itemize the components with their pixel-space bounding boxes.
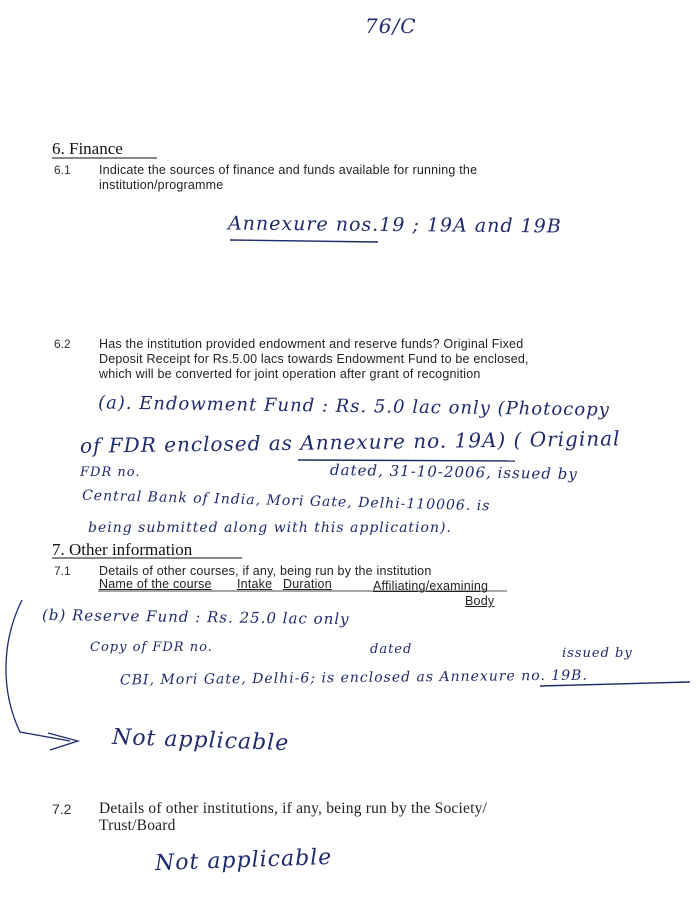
question-line: Indicate the sources of finance and funds available for running the: [99, 163, 478, 177]
column-header-body: Body: [465, 594, 495, 608]
handwritten-answer-b-line: CBI, Mori Gate, Delhi-6; is enclosed as Annexure no. 19B.: [119, 667, 588, 689]
handwritten-not-applicable: Not applicable: [154, 844, 333, 877]
column-header-duration: Duration: [283, 577, 332, 591]
handwritten-answer: Annexure nos.19 ; 19A and 19B: [227, 212, 562, 238]
question-number: 6.1: [54, 163, 71, 177]
section-heading-other-information: 7. Other information: [52, 540, 193, 559]
handwritten-answer-b-line: (b) Reserve Fund : Rs. 25.0 lac only: [41, 605, 350, 629]
column-header-intake: Intake: [237, 577, 273, 591]
handwritten-answer-b-line: issued by: [562, 646, 633, 661]
question-number: 7.1: [54, 564, 71, 578]
question-line: Has the institution provided endowment and reserve funds? Original Fixed: [99, 337, 524, 351]
handwritten-answer-a-line: dated, 31-10-2006, issued by: [329, 460, 578, 484]
question-line: Details of other courses, if any, being run by the institution: [99, 564, 432, 578]
question-number: 6.2: [54, 337, 71, 351]
handwritten-answer-b-line: dated: [370, 642, 413, 657]
arrow-head-icon: [48, 733, 78, 750]
question-number: 7.2: [52, 801, 72, 817]
handwritten-answer-b-line: Copy of FDR no.: [90, 640, 213, 655]
handwritten-answer-a-line: Central Bank of India, Mori Gate, Delhi-110006. is: [81, 487, 491, 515]
question-text: [99, 337, 614, 382]
handwritten-answer-a-line: FDR no.: [80, 465, 141, 480]
handwritten-answer-a-line: of FDR enclosed as Annexure no. 19A) ( Original: [79, 426, 621, 458]
column-header-affiliating: Affiliating/examining: [373, 579, 489, 593]
question-line: institution/programme: [99, 178, 224, 192]
question-line: Trust/Board: [99, 817, 176, 834]
handwritten-not-applicable: Not applicable: [111, 724, 290, 757]
handwritten-answer-a-line: being submitted along with this application).: [88, 520, 452, 536]
question-text: [99, 163, 609, 193]
question-line: Details of other institutions, if any, being run by the Society/: [99, 800, 488, 817]
question-line: Deposit Receipt for Rs.5.00 lacs towards Endowment Fund to be enclosed,: [99, 352, 529, 366]
question-text: [99, 800, 619, 834]
question-line: which will be converted for joint operation after grant of recognition: [99, 367, 481, 381]
handwritten-answer-a-line: (a). Endowment Fund : Rs. 5.0 lac only (Photocopy: [97, 392, 611, 421]
column-header-course: Name of the course: [99, 577, 212, 591]
section-heading-finance: 6. Finance: [52, 139, 123, 158]
page-number: 76/C: [365, 14, 417, 38]
